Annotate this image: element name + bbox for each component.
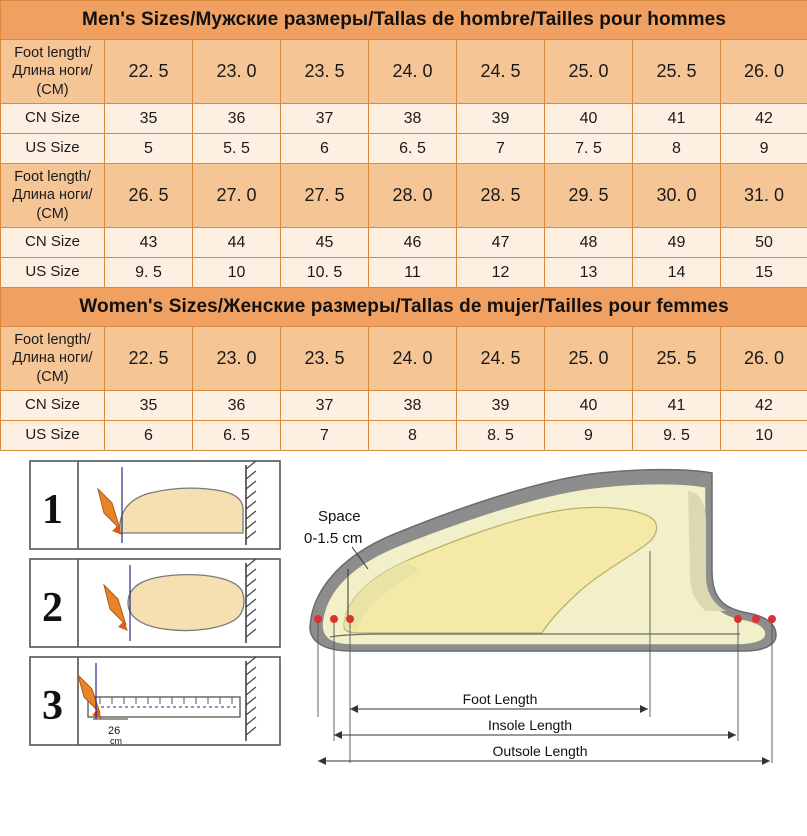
- table-cell: 26. 0: [721, 327, 807, 391]
- measure-foot-length: [350, 691, 648, 713]
- table-cell: 6: [281, 134, 369, 164]
- table-cell: 42: [721, 391, 807, 421]
- table-cell: 28. 5: [457, 164, 545, 228]
- table-cell: 9. 5: [105, 258, 193, 288]
- foot-length-line-3: (CM): [36, 205, 69, 222]
- table-cell: 41: [633, 104, 721, 134]
- mens-foot-length-row-1: [1, 40, 807, 104]
- table-cell: 39: [457, 391, 545, 421]
- measure-label: Foot Length: [462, 691, 538, 707]
- table-cell: 47: [457, 228, 545, 258]
- foot-length-line-2: Длина ноги/: [12, 187, 93, 204]
- table-cell: 29. 5: [545, 164, 633, 228]
- foot-top-illustration: [128, 575, 244, 631]
- table-cell: 44: [193, 228, 281, 258]
- table-cell: 25. 5: [633, 327, 721, 391]
- table-cell: 36: [193, 104, 281, 134]
- row-label-cn-size: CN Size: [1, 391, 105, 421]
- mens-cn-size-row-1: [1, 104, 807, 134]
- foot-length-line-2: Длина ноги/: [12, 63, 93, 80]
- table-cell: 5. 5: [193, 134, 281, 164]
- step-1-panel: [30, 461, 280, 549]
- table-cell: 27. 0: [193, 164, 281, 228]
- table-cell: 48: [545, 228, 633, 258]
- table-cell: 22. 5: [105, 40, 193, 104]
- foot-length-line-2: Длина ноги/: [12, 350, 93, 367]
- table-cell: 10: [193, 258, 281, 288]
- table-cell: 24. 5: [457, 40, 545, 104]
- foot-length-line-1: Foot length/: [14, 332, 91, 349]
- row-label-us-size: US Size: [1, 258, 105, 288]
- mens-us-size-row-2: [1, 258, 807, 288]
- table-cell: 38: [369, 391, 457, 421]
- step-number-2: 2: [42, 585, 63, 631]
- womens-cn-size-row: [1, 391, 807, 421]
- row-label-foot-length: [1, 164, 105, 228]
- table-cell: 14: [633, 258, 721, 288]
- table-cell: 31. 0: [721, 164, 807, 228]
- table-cell: 23. 5: [281, 327, 369, 391]
- table-cell: 26. 0: [721, 40, 807, 104]
- row-label-cn-size: CN Size: [1, 228, 105, 258]
- table-cell: 7: [457, 134, 545, 164]
- table-cell: 30. 0: [633, 164, 721, 228]
- measure-insole-length: [334, 717, 736, 739]
- table-cell: 12: [457, 258, 545, 288]
- table-cell: 37: [281, 391, 369, 421]
- table-cell: 45: [281, 228, 369, 258]
- table-cell: 43: [105, 228, 193, 258]
- table-cell: 25. 5: [633, 40, 721, 104]
- table-cell: 23. 5: [281, 40, 369, 104]
- table-cell: 6: [105, 421, 193, 451]
- measure-label: Insole Length: [487, 717, 573, 733]
- table-cell: 5: [105, 134, 193, 164]
- row-label-us-size: US Size: [1, 421, 105, 451]
- mens-title: Men's Sizes/Мужские размеры/Tallas de hombre/Tailles pour hommes: [1, 1, 807, 40]
- row-label-foot-length: [1, 327, 105, 391]
- table-cell: 36: [193, 391, 281, 421]
- marker-dot: [752, 615, 760, 623]
- ruler-value-label: 26: [108, 725, 121, 737]
- table-cell: 40: [545, 104, 633, 134]
- table-cell: 41: [633, 391, 721, 421]
- mens-cn-size-row-2: [1, 228, 807, 258]
- table-cell: 15: [721, 258, 807, 288]
- table-cell: 10: [721, 421, 807, 451]
- womens-foot-length-row: [1, 327, 807, 391]
- table-cell: 23. 0: [193, 40, 281, 104]
- table-cell: 22. 5: [105, 327, 193, 391]
- table-cell: 24. 5: [457, 327, 545, 391]
- foot-length-line-3: (CM): [36, 368, 69, 385]
- table-cell: 11: [369, 258, 457, 288]
- table-cell: 46: [369, 228, 457, 258]
- table-cell: 8: [633, 134, 721, 164]
- table-cell: 9: [545, 421, 633, 451]
- row-label-cn-size: CN Size: [1, 104, 105, 134]
- table-cell: 40: [545, 391, 633, 421]
- womens-us-size-row: [1, 421, 807, 451]
- table-cell: 7: [281, 421, 369, 451]
- table-cell: 10. 5: [281, 258, 369, 288]
- measure-outsole-length: [318, 743, 770, 765]
- womens-title: Women's Sizes/Женские размеры/Tallas de mujer/Tailles pour femmes: [1, 288, 807, 327]
- table-cell: 24. 0: [369, 40, 457, 104]
- space-label-line-2: 0-1.5 cm: [304, 530, 363, 547]
- table-cell: 38: [369, 104, 457, 134]
- table-cell: 35: [105, 104, 193, 134]
- table-cell: 23. 0: [193, 327, 281, 391]
- table-cell: 9. 5: [633, 421, 721, 451]
- ruler-unit-label: cm: [110, 736, 122, 746]
- table-cell: 24. 0: [369, 327, 457, 391]
- table-cell: 13: [545, 258, 633, 288]
- measurement-diagram: [0, 451, 807, 796]
- step-number-1: 1: [42, 487, 63, 533]
- table-cell: 37: [281, 104, 369, 134]
- table-cell: 6. 5: [369, 134, 457, 164]
- mens-section-header: [1, 1, 807, 40]
- table-cell: 8: [369, 421, 457, 451]
- shoe-cross-section: [304, 470, 776, 765]
- table-cell: 25. 0: [545, 327, 633, 391]
- table-cell: 39: [457, 104, 545, 134]
- table-cell: 49: [633, 228, 721, 258]
- mens-foot-length-row-2: [1, 164, 807, 228]
- table-cell: 9: [721, 134, 807, 164]
- table-cell: 27. 5: [281, 164, 369, 228]
- space-label-line-1: Space: [318, 508, 361, 525]
- table-cell: 28. 0: [369, 164, 457, 228]
- foot-length-line-1: Foot length/: [14, 45, 91, 62]
- step-2-panel: [30, 559, 280, 647]
- table-cell: 7. 5: [545, 134, 633, 164]
- step-3-panel: [30, 657, 280, 746]
- table-cell: 26. 5: [105, 164, 193, 228]
- foot-length-line-3: (CM): [36, 81, 69, 98]
- table-cell: 6. 5: [193, 421, 281, 451]
- row-label-foot-length: [1, 40, 105, 104]
- table-cell: 42: [721, 104, 807, 134]
- mens-us-size-row-1: [1, 134, 807, 164]
- table-cell: 8. 5: [457, 421, 545, 451]
- measure-label: Outsole Length: [492, 743, 588, 759]
- foot-length-line-1: Foot length/: [14, 169, 91, 186]
- table-cell: 25. 0: [545, 40, 633, 104]
- row-label-us-size: US Size: [1, 134, 105, 164]
- table-cell: 35: [105, 391, 193, 421]
- womens-section-header: [1, 288, 807, 327]
- table-cell: 50: [721, 228, 807, 258]
- step-number-3: 3: [42, 683, 63, 729]
